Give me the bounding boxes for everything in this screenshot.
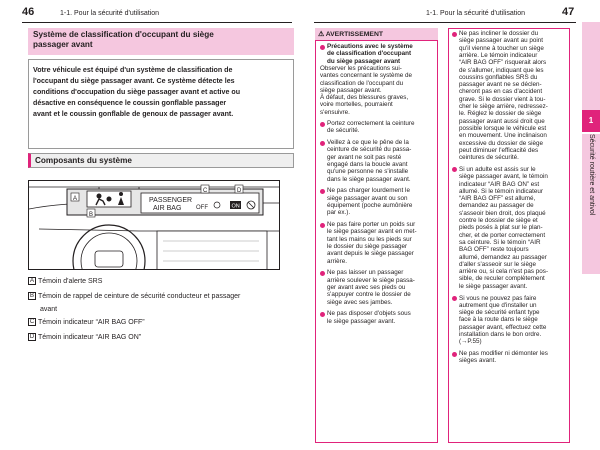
warning-paragraph-line: Observer les précautions sui- bbox=[320, 64, 402, 72]
warning-header bbox=[315, 28, 438, 40]
bullet-icon bbox=[320, 45, 325, 50]
warning-bullet-line: par ex.). bbox=[327, 209, 351, 217]
warning-bullet-line: arrière soulever le siège passa- bbox=[327, 276, 415, 284]
warning-bullet-line: qu'une personne ne s'installe bbox=[327, 168, 409, 176]
warning-bullet-line: dans le siège passager avant. bbox=[327, 175, 411, 183]
warning-bullet-line: pieds posés à plat sur le plan- bbox=[459, 224, 543, 232]
callout-b: B bbox=[89, 212, 94, 218]
warning-bullet-line: Veillez à ce que le pêne de la bbox=[327, 139, 409, 147]
bullet-icon bbox=[320, 122, 325, 127]
warning-bullet-line: équipement (poche aumônière bbox=[327, 202, 413, 209]
warning-bullet-line: siège passager avant, le témoin bbox=[459, 173, 548, 181]
warning-bullet-line: le siège passager avant. bbox=[459, 282, 528, 290]
warning-bullet-line: de s'allumer, indiquant que les bbox=[459, 66, 544, 74]
warning-bullet-line: BAG OFF” reste toujours bbox=[459, 246, 529, 254]
warning-bullet-line: Si un adulte est assis sur le bbox=[459, 165, 536, 173]
warning-bullet-line: le. Réglez le dossier de siège bbox=[459, 110, 542, 118]
warning-bullet-line: allumé, demandez au passager bbox=[459, 253, 547, 261]
bullet-icon bbox=[320, 271, 325, 276]
bullet-icon bbox=[452, 32, 457, 37]
callout-c: C bbox=[203, 188, 208, 194]
warning-bullet-line: le siège passager avant en met- bbox=[327, 228, 417, 236]
chapter-title-tab bbox=[582, 134, 600, 274]
warning-bullet-line: installation dans le bon ordre. bbox=[459, 331, 542, 338]
warning-bullet-line: passager avant ne se déclen- bbox=[459, 81, 542, 89]
legend-item-b bbox=[28, 292, 294, 301]
side-tab-strip bbox=[582, 22, 600, 110]
warning-bullet-line: cheront pas en cas d'accident bbox=[459, 88, 543, 96]
warning-bullet-line: siège passager avant ou son bbox=[327, 194, 408, 202]
legend-text: Témoin indicateur “AIR BAG ON” bbox=[38, 334, 142, 341]
intro-line: avant et le coussin gonflable de genoux de passager avant. bbox=[33, 110, 234, 118]
warning-bullet-line: (→P.55) bbox=[459, 338, 482, 346]
legend-item-b-cont bbox=[28, 305, 294, 314]
warning-paragraph-line: voire mortelles, pourraient bbox=[320, 101, 393, 109]
legend-text: avant bbox=[40, 306, 58, 313]
bullet-icon bbox=[320, 189, 325, 194]
warning-paragraph-line: siège passager avant. bbox=[320, 86, 382, 94]
dashboard-illustration bbox=[28, 180, 280, 270]
legend-item-c bbox=[28, 318, 294, 327]
warning-bullet-line: passager avant, effectuez cette bbox=[459, 323, 547, 331]
legend-item-a bbox=[28, 277, 294, 286]
right-page-number: 47 bbox=[562, 6, 575, 18]
section-title-line: passager avant bbox=[33, 40, 93, 49]
legend-letter: A bbox=[29, 278, 34, 285]
intro-line: l'occupant du siège passager avant. Ce système détecte les bbox=[33, 77, 235, 85]
warning-bullet-line: Ne pas faire porter un poids sur bbox=[327, 221, 416, 229]
warning-bullet-line: face à la route dans le siège bbox=[459, 316, 538, 324]
warning-bullet-line: cher, et de porter correctement bbox=[459, 231, 546, 239]
warning-bullet-line: arrière. bbox=[327, 257, 347, 265]
legend-text: Témoin d'alerte SRS bbox=[38, 278, 103, 285]
warning-bullet-line: ger avant ne soit pas resté bbox=[327, 153, 402, 161]
warning-bullet-line: contre le dossier de siège et bbox=[459, 217, 538, 224]
off-label: OFF bbox=[196, 205, 208, 211]
warning-bullet-line: Ne pas charger lourdement le bbox=[327, 187, 410, 195]
dashboard-drawing bbox=[29, 181, 280, 270]
warning-subtitle-line: de classification d'occupant bbox=[327, 50, 412, 58]
warning-bullet-line: avant depuis le siège passager bbox=[327, 250, 414, 258]
passenger-airbag-label-2: AIR BAG bbox=[153, 205, 182, 212]
warning-paragraph-line: vantes concernant le système de bbox=[320, 72, 413, 80]
warning-subtitle-line: Précautions avec le système bbox=[327, 43, 413, 50]
warning-bullet-line: le siège passager avant. bbox=[327, 317, 396, 325]
warning-bullet-line: s'asseoir bien droit, dos plaqué bbox=[459, 209, 546, 217]
left-page-number: 46 bbox=[22, 6, 35, 18]
warning-bullet-line: siège de sécurité enfant type bbox=[459, 309, 540, 317]
legend-item-d bbox=[28, 333, 294, 342]
warning-bullet-line: arrière. Le témoin indicateur bbox=[459, 51, 538, 59]
warning-bullet-line: tant les mains ou les pieds sur bbox=[327, 235, 412, 243]
warning-bullet-line: qu'il vienne à toucher un siège bbox=[459, 44, 544, 52]
intro-box bbox=[28, 59, 294, 149]
warning-bullet-line: le dossier du siège passager bbox=[327, 243, 408, 250]
warning-bullet-line: ceintures de sécurité. bbox=[459, 154, 519, 162]
warning-bullet-line: possible lorsque le véhicule est bbox=[459, 124, 547, 132]
warning-triangle-icon: ⚠ bbox=[318, 31, 325, 38]
warning-bullet-line: coussins gonflables SRS du bbox=[459, 73, 538, 81]
legend-text: Témoin indicateur “AIR BAG OFF” bbox=[38, 319, 145, 326]
warning-bullet-line: ger avant avec ses pieds ou bbox=[327, 284, 406, 291]
callout-a: A bbox=[73, 196, 78, 202]
bullet-icon bbox=[320, 141, 325, 146]
legend-letter: B bbox=[29, 293, 34, 300]
legend-letter: D bbox=[29, 334, 35, 341]
warning-paragraph-line: s'ensuivre. bbox=[320, 108, 350, 116]
bullet-icon bbox=[452, 352, 457, 357]
warning-bullet-line: Ne pas disposer d'objets sous bbox=[327, 310, 411, 318]
components-heading: Composants du système bbox=[28, 153, 294, 168]
warning-bullet-line: “AIR BAG OFF” est allumé, bbox=[459, 195, 536, 203]
left-section-title: 1-1. Pour la sécurité d'utilisation bbox=[60, 10, 159, 17]
warning-bullet-line: sièges avant. bbox=[459, 357, 497, 365]
warning-bullet-line: engagé dans la boucle avant bbox=[327, 161, 408, 168]
chapter-title: Sécurité routière et antivol bbox=[588, 134, 595, 216]
warning-bullet-line: peut diminuer l'efficacité des bbox=[459, 146, 539, 154]
bullet-icon bbox=[320, 312, 325, 317]
warning-bullet-line: en mouvement. Une inclinaison bbox=[459, 132, 547, 140]
intro-line: désactive en conséquence le coussin gonflable passager bbox=[33, 99, 227, 107]
warning-bullet-line: d'aller s'asseoir sur le siège bbox=[459, 260, 536, 268]
legend-text: Témoin de rappel de ceinture de sécurité conducteur et passager bbox=[38, 293, 241, 300]
warning-bullet-line: excessive du dossier de siège bbox=[459, 139, 544, 147]
warning-bullet-line: Ne pas modifier ni démonter les bbox=[459, 350, 548, 358]
warning-bullet-line: demandez au passager de bbox=[459, 202, 534, 210]
section-title-line: Système de classification d'occupant du siège bbox=[33, 30, 214, 39]
warning-bullet-line: sa ceinture. Si le témoin “AIR bbox=[459, 238, 541, 246]
warning-bullet-line: cher le siège arrière, redressez- bbox=[459, 103, 548, 110]
warning-bullet-line: autrement que d'installer un bbox=[459, 301, 537, 309]
intro-line: conditions d'occupation du siège passager avant et active ou bbox=[33, 88, 241, 96]
section-title-box bbox=[28, 28, 294, 55]
warning-bullet-line: Ne pas incliner le dossier du bbox=[459, 30, 539, 37]
bullet-icon bbox=[452, 296, 457, 301]
legend-letter: C bbox=[29, 319, 35, 326]
intro-line: Votre véhicule est équipé d'un système de classification de bbox=[33, 66, 233, 74]
warning-bullet-line: ceinture de sécurité du passa- bbox=[327, 146, 412, 154]
right-header-rule bbox=[314, 22, 576, 23]
warning-bullet-line: grave. Si le dossier vient à tou- bbox=[459, 95, 546, 103]
warning-paragraph-line: À défaut, des blessures graves, bbox=[320, 94, 409, 102]
warning-bullet-line: “AIR BAG OFF” risquerait alors bbox=[459, 59, 547, 67]
warning-bullet-line: Ne pas laisser un passager bbox=[327, 269, 404, 277]
warning-bullet-line: s'appuyer contre le dossier de bbox=[327, 291, 411, 299]
warning-subtitle-line: du siège passager avant bbox=[327, 57, 401, 65]
warning-title: AVERTISSEMENT bbox=[325, 31, 384, 38]
on-label: ON bbox=[231, 203, 240, 210]
warning-paragraph-line: classification de l'occupant du bbox=[320, 79, 404, 87]
warning-bullet-line: allumé. Si le témoin indicateur bbox=[459, 187, 543, 195]
left-header-rule bbox=[22, 22, 292, 23]
warning-bullet-line: arrière ou, si cela n'est pas pos- bbox=[459, 268, 549, 276]
warning-bullet-line: siège passager avant au point bbox=[459, 37, 544, 45]
chapter-number-tab[interactable]: 1 bbox=[582, 110, 600, 132]
warning-bullet-line: de sécurité. bbox=[327, 127, 360, 135]
warning-bullet-line: Portez correctement la ceinture bbox=[327, 120, 415, 127]
passenger-airbag-label-1: PASSENGER bbox=[149, 197, 193, 204]
warning-bullet-line: sible, de reculer complètement bbox=[459, 275, 545, 283]
bullet-icon bbox=[320, 223, 325, 228]
warning-bullet-line: siège avec ses jambes. bbox=[327, 298, 393, 306]
right-section-title: 1-1. Pour la sécurité d'utilisation bbox=[426, 10, 525, 17]
warning-bullet-line: Si vous ne pouvez pas faire bbox=[459, 294, 537, 302]
warning-bullet-line: passager avant aussi droit que bbox=[459, 117, 545, 125]
callout-d: D bbox=[237, 188, 242, 194]
warning-bullet-line: indicateur “AIR BAG ON” est bbox=[459, 180, 540, 188]
